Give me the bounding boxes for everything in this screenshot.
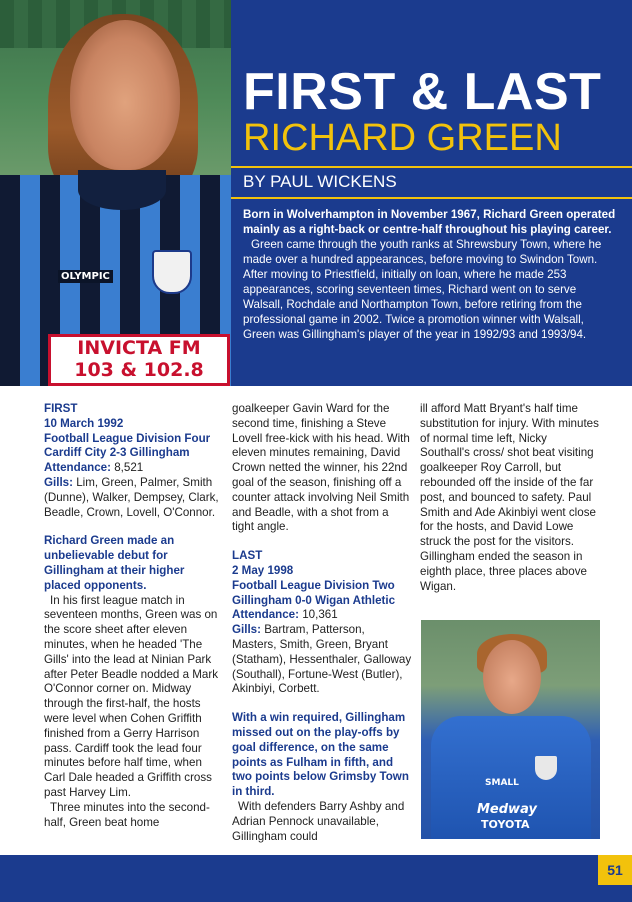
first-label: FIRST — [44, 402, 78, 415]
first-para-2: Three minutes into the second-half, Green beat home — [44, 800, 210, 829]
first-headline: Richard Green made an unbelievable debut for Gillingham at their higher placed opponents. — [44, 534, 185, 592]
last-date: 2 May 1998 — [232, 563, 294, 577]
last-score: Gillingham 0-0 Wigan Athletic — [232, 593, 396, 607]
column-2 — [232, 402, 412, 844]
byline: BY PAUL WICKENS — [243, 172, 397, 191]
sponsor-line-2: 103 & 102.8 — [74, 359, 204, 381]
shirt-sponsor-small-1: Medway — [477, 802, 537, 817]
first-competition: Football League Division Four — [44, 431, 211, 445]
first-para-2-continued: goalkeeper Gavin Ward for the second time, finishing a Steve Lovell free-kick with his head. With eleven minutes remaining, David Crown netted the winner, his 22nd goal of the season, finishing off a counter attack involving Neil Smith and Beadle, with a shot from a tight angle. — [232, 402, 410, 534]
shirt-sponsor — [48, 334, 230, 386]
player-photo-small — [421, 620, 600, 839]
last-headline: With a win required, Gillingham missed out on the play-offs by goal difference, on the same points as Fulham in fifth, and two points below Grimsby Town in third. — [232, 711, 409, 799]
club-badge-icon — [152, 250, 192, 294]
player-face — [70, 20, 180, 170]
first-lineup: Gills: Lim, Green, Palmer, Smith (Dunne), Walker, Dempsey, Clark, Beadle, Crown, Lovell, O'Connor. — [44, 475, 219, 519]
footer-bar — [0, 855, 632, 902]
article-title: FIRST & LAST — [243, 63, 602, 121]
player-face-small — [483, 640, 541, 714]
kit-maker-logo: OLYMPIC — [58, 270, 113, 283]
last-para-1-continued: ill afford Matt Bryant's half time substitution for injury. With minutes of normal time left, Nicky Southall's cross/ shot beat visiting goalkeeper Roy Carroll, but rebounded off the inside of the far post, and bounced to safety. Paul Smith and Ade Akinbiyi went close for the hosts, and David Lowe struck the post for the visitors. Gillingham ended the season in eighth place, three places above Wigan. — [420, 402, 599, 593]
shirt-sponsor-small-2: TOYOTA — [481, 818, 530, 831]
last-label: LAST — [232, 549, 263, 563]
first-attendance: Attendance: 8,521 — [44, 461, 144, 475]
column-3 — [420, 402, 600, 594]
page-number: 51 — [598, 855, 632, 885]
last-competition: Football League Division Two — [232, 578, 395, 592]
shirt-collar — [78, 170, 166, 210]
last-lineup: Gills: Bartram, Patterson, Masters, Smith, Green, Bryant (Statham), Hessenthaler, Galloway (Southall), Fortune-West (Butler), Akinbiyi, Corbett. — [232, 623, 412, 696]
first-para-1: In his first league match in seventeen months, Green was on the score sheet after eleven minutes, when he headed 'The Gills' into the lead at Ninian Park after Peter Beadle nodded a Mark O'Connor corner on. Midway through the first-half, the hosts were level when Cohen Griffith finished from a Gerry Harrison pass. Cardiff took the lead four minutes before half time, when Carl Dale headed a Griffith cross past Harvey Lim. — [44, 593, 219, 799]
last-attendance: Attendance: 10,361 — [232, 608, 338, 622]
intro-lead: Born in Wolverhampton in November 1967, Richard Green operated mainly as a right-back or centre-half throughout his playing career. — [243, 208, 616, 236]
intro-body: Green came through the youth ranks at Shrewsbury Town, where he made over a hundred appearances, before moving to Swindon Town. After moving to Priestfield, initially on loan, where he made 253 appearances, scoring seventeen times, Richard went on to serve Walsall, Rochdale and Northampton Town, before retiring from the professional game in 2002. Twice a promotion winner with Walsall, Green was Gillingham's player of the year in 1992/93 and 1993/94. — [243, 238, 602, 341]
player-photo-main — [0, 0, 231, 386]
sponsor-line-1: INVICTA FM — [77, 337, 201, 359]
article-subtitle: RICHARD GREEN — [243, 117, 562, 159]
column-1 — [44, 402, 224, 830]
kit-maker-small: SMALL — [485, 778, 519, 788]
last-para-1: With defenders Barry Ashby and Adrian Pennock unavailable, Gillingham could — [232, 799, 405, 843]
first-date: 10 March 1992 — [44, 416, 124, 430]
intro-text — [243, 207, 619, 342]
club-badge-small-icon — [535, 756, 557, 780]
first-score: Cardiff City 2-3 Gillingham — [44, 446, 190, 460]
